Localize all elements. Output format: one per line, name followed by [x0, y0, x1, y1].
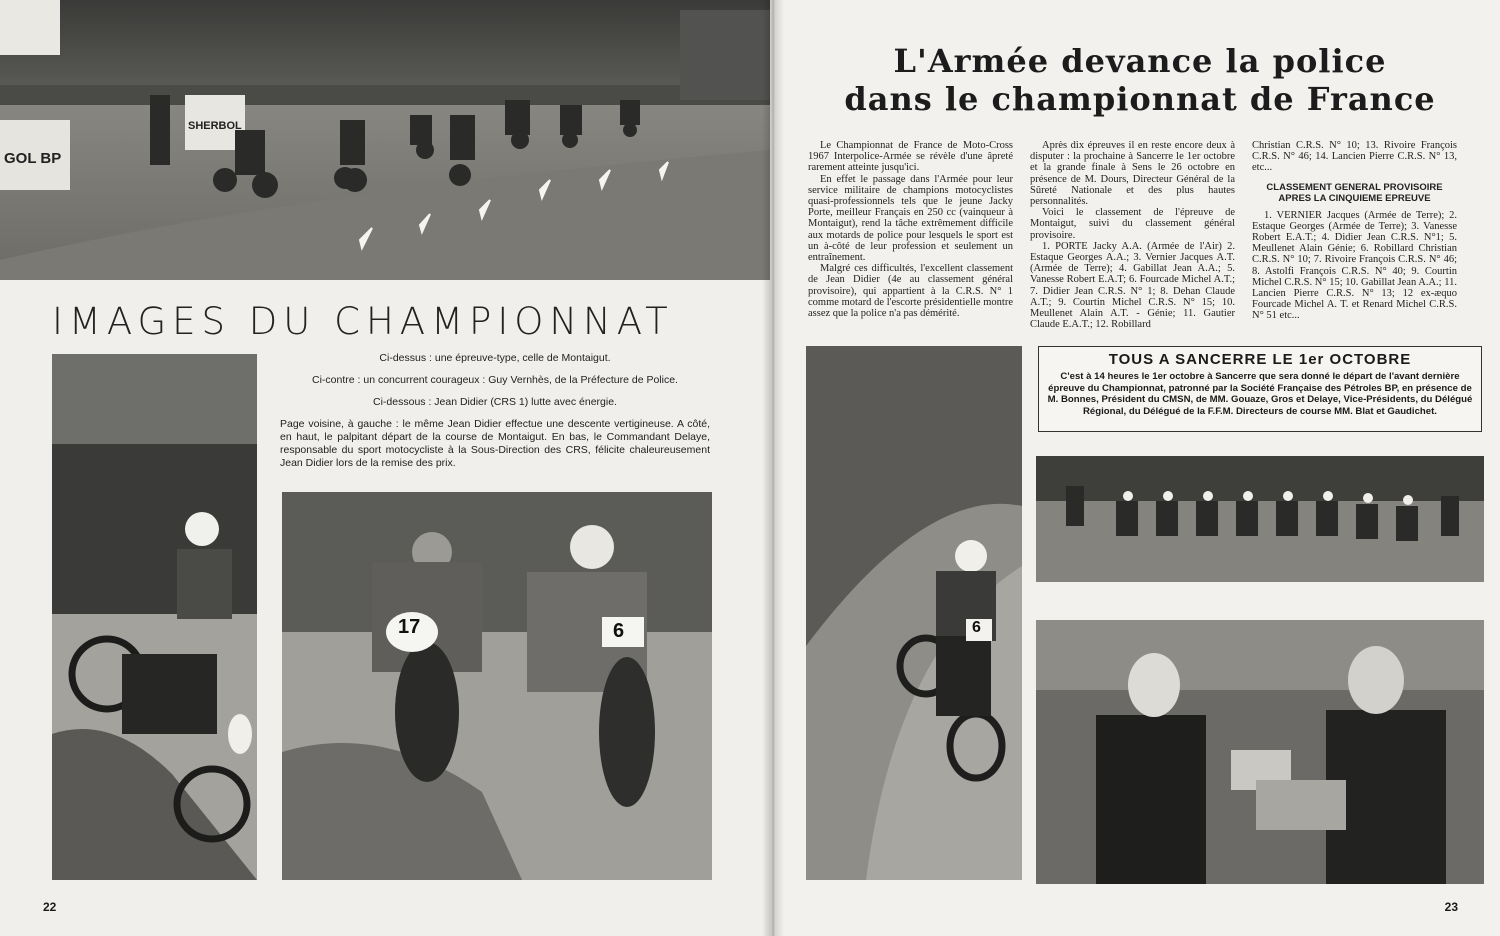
caption-1: Ci-dessus : une épreuve-type, celle de Montaigut.: [379, 352, 611, 364]
announcement-body: C'est à 14 heures le 1er octobre à Sancerre que sera donné le départ de l'avant dernière épreuve du Championnat, patronné par la Société Française des Pétroles BP, en présence de M. Bonnes, Président du CMSN, de MM. Gouaze, Gros et Delaye, Vice-Présidents, du Délégué Régional, du Délégué de la F.F.M. Directeurs de course MM. Blat et Gaudichet.: [1047, 371, 1473, 417]
col2-para-2: Voici le classement de l'épreuve de Montaigut, suivi du classement général provisoire.: [1030, 207, 1235, 241]
group-start-photo: [1036, 456, 1484, 582]
rider-number-6: 6: [613, 620, 625, 642]
caption-2: Ci-contre : un concurrent courageux : Guy Vernhès, de la Préfecture de Police.: [312, 374, 678, 386]
caption-paragraph: Page voisine, à gauche : le même Jean Didier effectue une descente vertigineuse. A côté, en haut, le palpitant départ de la course de Montaigut. En bas, le Commandant Delaye, responsable du sport motocycliste à la Sous-Direction des CRS, félicite chaleureusement Jean Didier lors de la remise des prix.: [280, 418, 710, 469]
right-page: [770, 0, 1500, 936]
col2-para-3: 1. PORTE Jacky A.A. (Armée de l'Air) 2. Estaque Georges A.A.; 3. Vernier Jacques A.T. (Armée de Terre); 4. Gabillat Jean A.A.; 5. Vanesse Robert E.A.T; 6. Fourcade Michel A.T.; 7. Didier Jean C.R.S. N° 1; 8. Dehan Claude A.T.; 9. Courtin Michel C.R.S. N° 15; 10. Meullenet Alain A.T. - Génie; 11. Gautier Claude E.A.T.; 12. Robillard: [1030, 240, 1235, 331]
rider-descent-photo: [806, 346, 1022, 880]
banner-sherbol: SHERBOL: [188, 120, 242, 132]
page-headline: IMAGES DU CHAMPIONNAT: [52, 300, 674, 343]
handshake-photo: [1036, 620, 1484, 884]
article-column-2: [1030, 140, 1235, 330]
two-riders-photo: [282, 492, 712, 880]
sancerre-announcement: [1038, 346, 1482, 432]
announcement-title: TOUS A SANCERRE LE 1er OCTOBRE: [1108, 351, 1412, 368]
col1-para-1: Le Championnat de France de Moto-Cross 1967 Interpolice-Armée se révèle d'une âpreté rarement atteinte jusqu'ici.: [808, 140, 1013, 174]
rider-number-right: 6: [972, 619, 981, 636]
col3-para-bottom: 1. VERNIER Jacques (Armée de Terre); 2. Estaque Georges (Armée de Terre); 3. Vanesse Robert E.A.T.; 4. Didier Jean C.R.S. N°1; 5. Meullenet Alain Génie; 6. Robillard Christian C.R.S. N° 10; 7. Rivoire François C.R.S. N° 46; 8. Astolfi François C.R.S. N° 40; 9. Courtin Michel C.R.S. N° 15; 10. Gabillat Jean A.A.; 11. Lancien Pierre C.R.S. N° 13; 12 ex-æquo Fourcade Michel A. T. et Renard Michel C.R.S. N° 51 etc...: [1252, 209, 1457, 322]
article-title-line1: L'Armée devance la police: [893, 42, 1387, 80]
page-number-left: 22: [43, 900, 57, 914]
caption-3: Ci-dessous : Jean Didier (CRS 1) lutte avec énergie.: [373, 396, 617, 408]
banner-gol-bp: GOL BP: [4, 150, 62, 167]
col1-para-2: En effet le passage dans l'Armée pour leur service militaire de champions motocyclistes quasi-professionnels tels que le jeune Jacky Porte, meilleur Français en 250 cc (vainqueur à Montaigut), rend la tâche extrêmement difficile aux motards de police pour lesquels le sport est un à-côté de leur profession et seulement un entraînement.: [808, 173, 1013, 264]
col1-para-3: Malgré ces difficultés, l'excellent classement de Jean Didier (4e au classement général provisoire), qui appartient à la C.R.S. N° 1 comme motard de l'escorte présidentielle montre assez que la police n'a pas démérité.: [808, 263, 1013, 320]
descent-photo: [52, 354, 257, 880]
spine-shadow: [762, 0, 784, 936]
article-column-1: [808, 140, 1013, 319]
col3-para-top: Christian C.R.S. N° 10; 13. Rivoire François C.R.S. N° 46; 14. Lancien Pierre C.R.S. N° 13, etc...: [1252, 140, 1457, 174]
classement-heading: CLASSEMENT GENERAL PROVISOIRE APRES LA CINQUIEME EPREUVE: [1266, 181, 1443, 204]
article-title-line2: dans le championnat de France: [844, 80, 1436, 118]
col2-para-1: Après dix épreuves il en reste encore deux à disputer : la prochaine à Sancerre le 1er octobre et la grande finale à Sens le 26 octobre en présence de M. Dours, Directeur Général de la Sûreté Nationale et des plus hautes personnalités.: [1030, 140, 1235, 208]
rider-number-17: 17: [398, 616, 421, 638]
caption-block: [280, 352, 710, 479]
article-column-3: [1252, 140, 1457, 322]
race-start-photo: [0, 0, 770, 280]
article-columns: [808, 140, 1458, 340]
article-title: [790, 42, 1490, 118]
page-number-right: 23: [1444, 900, 1458, 914]
